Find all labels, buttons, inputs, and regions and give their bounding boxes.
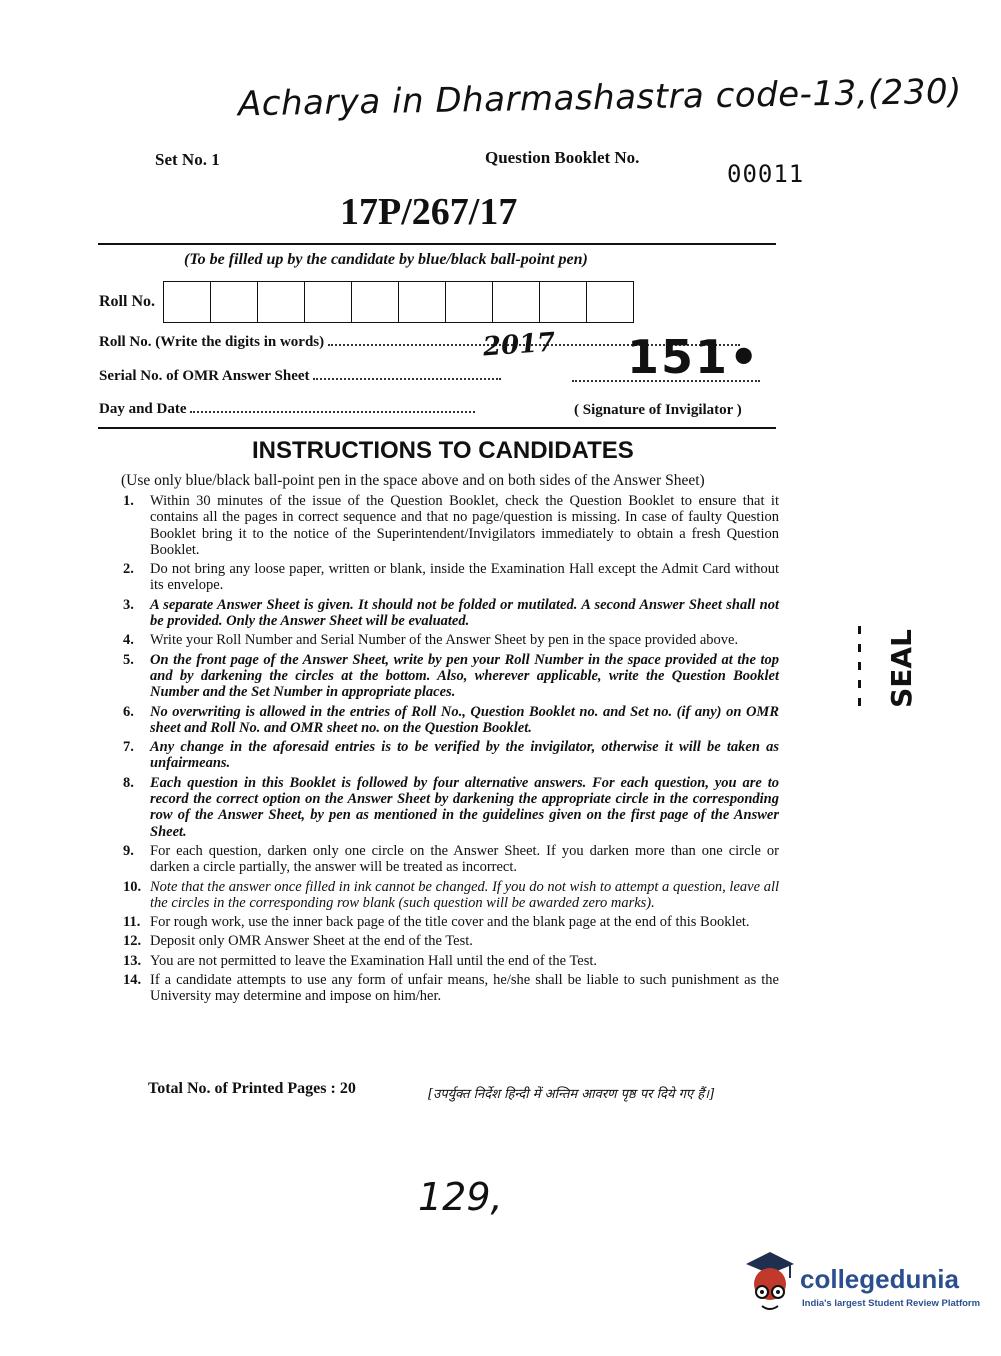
omr-serial-field[interactable] (99, 366, 501, 385)
top-rule (98, 243, 776, 245)
roll-digit-box[interactable] (211, 282, 258, 322)
list-item: 13. You are not permitted to leave the Examination Hall until the end of the Test. (123, 952, 598, 969)
dotted-line (313, 366, 501, 380)
hindi-note: [उपर्युक्त निर्देश हिन्दी में अन्तिम आवरण पृष्ठ पर दिये गए हैं।] (428, 1087, 715, 1102)
seal-mark (858, 622, 918, 718)
instructions-list (123, 493, 779, 1008)
roll-digit-box[interactable] (305, 282, 352, 322)
day-date-field[interactable] (99, 399, 475, 418)
roll-number-row (99, 281, 634, 323)
list-item: 1. Within 30 minutes of the issue of the Question Booklet, check the Question Booklet to ensure that it contains all the pages in correct sequence and that no page/question is missing. In case of faulty Question Booklet bring it to the notice of the Superintendent/Invigilators immediately to obtain a fresh Question Booklet. (123, 493, 779, 558)
roll-digit-box[interactable] (258, 282, 305, 322)
collegedunia-logo (742, 1250, 981, 1320)
list-item: 6. No overwriting is allowed in the entries of Roll No., Question Booklet no. and Set no. (if any) on OMR sheet and Roll No. and OMR sheet no. on the Question Booklet. (123, 703, 779, 736)
roll-digit-box[interactable] (446, 282, 493, 322)
signature-label: ( Signature of Invigilator ) (574, 402, 742, 418)
handwritten-title: Acharya in Dharmashastra code-13,(230) (237, 71, 963, 125)
instructions-title: INSTRUCTIONS TO CANDIDATES (252, 437, 634, 464)
list-item: 7. Any change in the aforesaid entries is to be verified by the invigilator, otherwise it will be taken as unfairmeans. (123, 739, 779, 772)
middle-rule (98, 427, 776, 429)
roll-digit-box[interactable] (164, 282, 211, 322)
day-date-label: Day and Date (99, 401, 187, 417)
signature-line[interactable] (572, 380, 760, 382)
list-item: 4. Write your Roll Number and Serial Number of the Answer Sheet by pen in the space provided above. (123, 632, 739, 649)
list-item: 3. A separate Answer Sheet is given. It should not be folded or mutilated. A second Answer Sheet shall not be provided. Only the Answer Sheet will be evaluated. (123, 596, 779, 630)
list-item: 5. On the front page of the Answer Sheet, write by pen your Roll Number in the space provided at the top and by darkening the circles at the bottom. Also, wherever applicable, write the Question Booklet Number and the Set Number in appropriate places. (123, 651, 779, 701)
logo-tagline: India's largest Student Review Platform (802, 1298, 981, 1309)
list-item: 11. For rough work, use the inner back page of the title cover and the blank page at the end of this Booklet. (123, 914, 750, 931)
seal-bar (858, 626, 861, 714)
total-pages: Total No. of Printed Pages : 20 (148, 1080, 356, 1097)
roll-digit-box[interactable] (587, 282, 633, 322)
booklet-number: 00011 (727, 160, 805, 188)
list-item: 12. Deposit only OMR Answer Sheet at the end of the Test. (123, 933, 473, 950)
list-item: 2. Do not bring any loose paper, written or blank, inside the Examination Hall except the Admit Card without its envelope. (123, 561, 779, 594)
logo-brand: collegedunia (800, 1264, 959, 1294)
handwritten-serial: 151• (627, 330, 761, 384)
paper-code: 17P/267/17 (340, 191, 518, 233)
roll-digit-box[interactable] (540, 282, 587, 322)
roll-digit-box[interactable] (493, 282, 540, 322)
mascot-icon (742, 1250, 798, 1316)
roll-number-boxes[interactable] (163, 281, 634, 323)
roll-digit-box[interactable] (352, 282, 399, 322)
booklet-label: Question Booklet No. (485, 148, 640, 167)
list-item: 14. If a candidate attempts to use any form of unfair means, he/she shall be liable to such punishment as the University may determine and impose on him/her. (123, 972, 779, 1005)
roll-words-label: Roll No. (Write the digits in words) (99, 334, 325, 350)
roll-no-label: Roll No. (99, 293, 155, 310)
fill-note: (To be filled up by the candidate by blue/black ball-point pen) (184, 251, 588, 268)
handwritten-page-note: 129, (418, 1175, 503, 1219)
seal-text: SEAL (884, 629, 918, 708)
list-item: 9. For each question, darken only one circle on the Answer Sheet. If you darken more than one circle or darken a circle partially, the answer will be treated as incorrect. (123, 842, 779, 876)
omr-serial-label: Serial No. of OMR Answer Sheet (99, 368, 310, 384)
list-item: 8. Each question in this Booklet is followed by four alternative answers. For each question, you are to record the correct option on the Answer Sheet by darkening the appropriate circle in the corresponding row of the Answer Sheet, by pen as mentioned in the guidelines given on the first page of the Answer Sheet. (123, 774, 779, 840)
roll-digit-box[interactable] (399, 282, 446, 322)
use-note: (Use only blue/black ball-point pen in the space above and on both sides of the Answer Sheet) (121, 472, 705, 489)
dotted-line (190, 399, 475, 413)
list-item: 10. Note that the answer once filled in ink cannot be changed. If you do not wish to attempt a question, leave all the circles in the corresponding row blank (such question will be awarded zero marks). (123, 878, 779, 911)
handwritten-roll-words: 2017 (482, 327, 557, 363)
set-number: Set No. 1 (155, 150, 220, 169)
